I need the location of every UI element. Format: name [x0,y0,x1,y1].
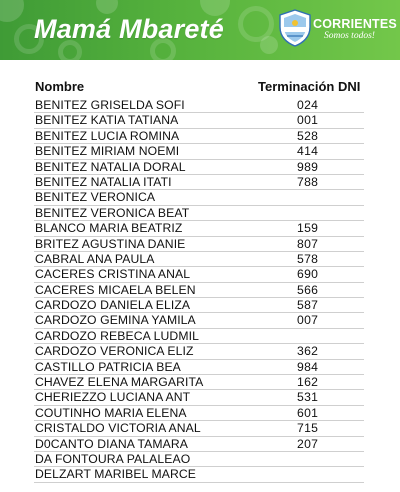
table-row [34,206,364,221]
cell-dni: 531 [297,390,319,405]
decorative-circle [96,0,118,14]
table-row [34,406,364,421]
decorative-circle [260,36,278,54]
table-row [34,190,364,205]
beneficiaries-table [0,60,400,483]
cell-name: CACERES MICAELA BELEN [35,282,196,297]
table-row [34,221,364,236]
cell-name: BRITEZ AGUSTINA DANIE [35,236,186,251]
table-header [0,60,400,98]
table-row [34,252,364,267]
cell-dni: 414 [297,144,319,159]
cell-name: BENITEZ NATALIA DORAL [35,159,186,174]
cell-name: CACERES CRISTINA ANAL [35,267,191,282]
brand-tagline: Somos todos! [324,31,375,41]
table-row [34,113,364,128]
table-row [34,98,364,113]
cell-name: CHERIEZZO LUCIANA ANT [35,390,191,405]
table-row [34,375,364,390]
cell-name: CARDOZO GEMINA YAMILA [35,313,196,328]
cell-dni: 984 [297,359,319,374]
cell-dni: 807 [297,236,319,251]
cell-name: BENITEZ NATALIA ITATI [35,174,172,189]
decorative-circle [0,0,24,22]
table-row [34,160,364,175]
cell-name: CABRAL ANA PAULA [35,251,155,266]
brand-logo [278,8,397,50]
table-row [34,329,364,344]
cell-dni: 159 [297,221,319,236]
cell-dni: 207 [297,436,319,451]
table-row [34,129,364,144]
table-row [34,267,364,282]
cell-name: CASTILLO PATRICIA BEA [35,359,181,374]
cell-name: BENITEZ GRISELDA SOFI [35,98,185,112]
table-row [34,452,364,467]
cell-name: D0CANTO DIANA TAMARA [35,436,189,451]
cell-dni: 007 [297,313,319,328]
cell-dni: 362 [297,344,319,359]
cell-name: CARDOZO REBECA LUDMIL [35,328,199,343]
cell-dni: 989 [297,159,319,174]
cell-dni: 001 [297,113,319,128]
cell-dni: 528 [297,128,319,143]
cell-name: CHAVEZ ELENA MARGARITA [35,375,204,390]
cell-dni: 566 [297,282,319,297]
cell-name: BENITEZ VERONICA BEAT [35,205,190,220]
table-row [34,437,364,452]
table-row [34,283,364,298]
cell-name: BENITEZ MIRIAM NOEMI [35,144,180,159]
table-row [34,360,364,375]
table-row [34,144,364,159]
table-row [34,344,364,359]
table-row [34,237,364,252]
cell-name: BENITEZ LUCIA ROMINA [35,128,180,143]
cell-dni: 788 [297,174,319,189]
table-row [34,421,364,436]
table-row [34,467,364,482]
column-header-name: Nombre [35,79,85,94]
brand-name: CORRIENTES [313,17,397,31]
cell-name: CARDOZO VERONICA ELIZ [35,344,194,359]
cell-name: DA FONTOURA PALALEAO [35,451,191,466]
cell-dni: 690 [297,267,319,282]
cell-name: BLANCO MARIA BEATRIZ [35,221,183,236]
cell-name: DELZART MARIBEL MARCE [35,467,197,482]
cell-name: COUTINHO MARIA ELENA [35,405,187,420]
cell-dni: 024 [297,98,319,112]
table-row [34,298,364,313]
table-row [34,175,364,190]
cell-name: BENITEZ KATIA TATIANA [35,113,179,128]
provincial-seal-icon [278,9,312,47]
cell-dni: 601 [297,405,319,420]
cell-name: CRISTALDO VICTORIA ANAL [35,421,201,436]
cell-dni: 162 [297,375,319,390]
cell-name: CARDOZO DANIELA ELIZA [35,298,191,313]
page-title: Mamá Mbareté [34,14,224,44]
cell-name: BENITEZ VERONICA [35,190,156,205]
cell-dni: 578 [297,251,319,266]
cell-dni: 587 [297,298,319,313]
column-header-dni: Terminación DNI [258,79,361,94]
table-row [34,313,364,328]
cell-dni: 715 [297,421,319,436]
header-banner [0,0,400,60]
table-row [34,390,364,405]
